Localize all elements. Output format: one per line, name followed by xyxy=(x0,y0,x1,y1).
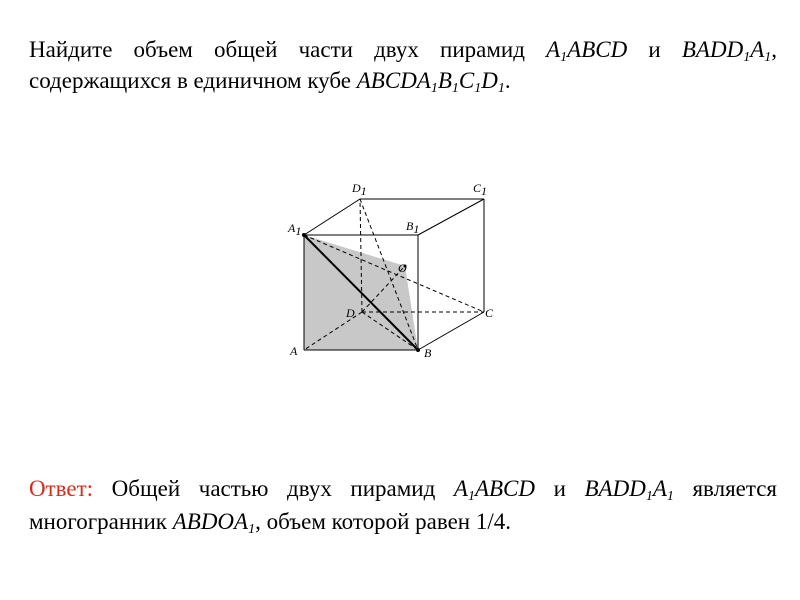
pyramid-2-name: $BADD_1A_1$ xyxy=(681,37,772,65)
label-D1: D1 xyxy=(352,181,367,198)
label-A: A xyxy=(290,344,298,358)
label-B1: B1 xyxy=(406,219,420,236)
edge-B-C xyxy=(418,312,484,350)
problem-text: Найдите объем общей части двух пирамид xyxy=(29,37,547,62)
label-B: B xyxy=(424,346,432,360)
label-C1: C1 xyxy=(473,181,488,198)
answer-text: является многогранник xyxy=(29,476,777,534)
polyhedron-name: $ABDOA_1$ xyxy=(172,509,256,537)
label-C: C xyxy=(485,306,494,320)
answer-label: Ответ: xyxy=(29,476,94,501)
label-A1: A1 xyxy=(288,221,302,238)
vertex-B xyxy=(416,348,420,352)
cube-name: $ABCDA_1B_1C_1D_1$ xyxy=(356,68,505,96)
pyramid-1-name: $A_1ABCD$ xyxy=(546,37,628,65)
pyramid-1-name: $A_1ABCD$ xyxy=(453,476,536,504)
answer-block xyxy=(29,472,777,538)
problem-text: . xyxy=(504,68,511,93)
problem-text: , содержащихся в единичном кубе xyxy=(29,37,778,93)
edge-A1-D1 xyxy=(304,199,360,235)
label-O: O xyxy=(398,261,407,275)
pyramid-2-name: $BADD_1A_1$ xyxy=(584,476,674,504)
answer-text: , объем которой равен 1/4. xyxy=(255,509,511,534)
edge-B1-C1 xyxy=(418,199,484,235)
vertex-A1 xyxy=(302,233,306,237)
cube-figure xyxy=(280,175,500,365)
problem-text: и xyxy=(627,37,682,62)
answer-text: и xyxy=(535,476,585,501)
problem-statement xyxy=(29,34,777,96)
answer-text: Общей частью двух пирамид xyxy=(93,476,454,501)
label-D: D xyxy=(346,306,355,320)
